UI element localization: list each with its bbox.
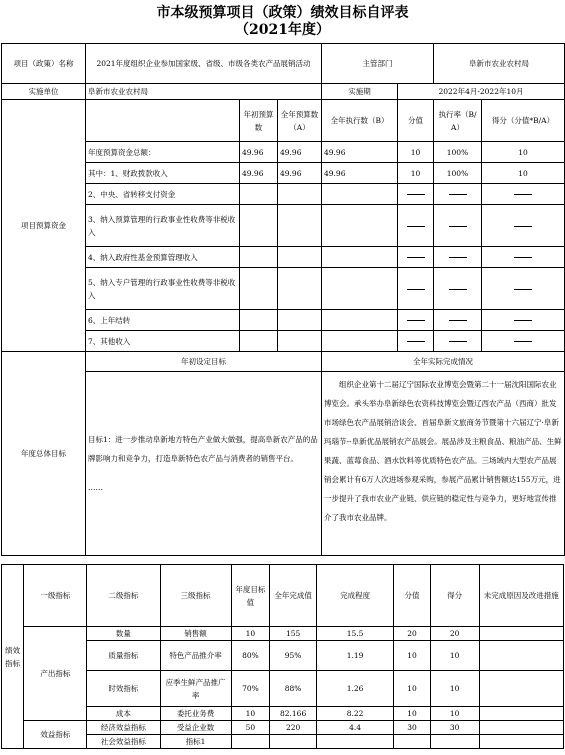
funds-header-blank	[86, 100, 240, 142]
ind-actual: 220	[270, 721, 317, 735]
funds-row-label: 年度预算资金总额：	[86, 142, 240, 163]
ind-l2: 质量指标	[87, 641, 160, 671]
goals-set-body: 目标1：进一步推动阜新地方特色产业做大做强，提高阜新农产品的品牌影响力和竞争力，打造阜新特色农产品与消费者的销售平台。	[88, 435, 318, 463]
dash	[398, 205, 434, 247]
dash	[482, 205, 565, 247]
goals-set-text	[86, 372, 322, 556]
funds-label: 项目预算资金	[2, 100, 86, 352]
dept-label: 主管部门	[322, 44, 434, 84]
ind-actual: 95%	[270, 641, 317, 671]
dash	[434, 184, 482, 205]
funds-row-label: 7、其他收入	[86, 331, 240, 352]
funds-row-label: 5、纳入专户管理的行政事业性收费等非税收入	[86, 268, 240, 310]
ind-progress: 8.22	[316, 707, 393, 721]
ind-reason	[479, 721, 563, 735]
ind-got: 30	[430, 721, 479, 735]
header-l3: 三级指标	[160, 565, 231, 627]
ind-l3: 受益企业数	[160, 721, 231, 735]
ind-l3: 委托业务费	[160, 707, 231, 721]
period-label: 实施期	[322, 84, 398, 100]
ind-progress: 1.26	[316, 671, 393, 707]
dash	[398, 268, 434, 310]
ind-target: 50	[231, 721, 270, 735]
funds-row-label: 其中：1、财政拨款收入	[86, 163, 240, 184]
ind-target: 10	[231, 627, 270, 641]
ind-got: 10	[430, 641, 479, 671]
funds-row-full: 49.96	[278, 142, 322, 163]
ind-reason	[479, 671, 563, 707]
ind-l3: 指标1	[160, 735, 231, 749]
header-reason: 未完成原因及改进措施	[479, 565, 563, 627]
period-value: 2022年4月-2022年10月	[398, 84, 565, 100]
goals-set-more: ……	[88, 483, 103, 492]
header-rate: 执行率（B/A）	[434, 100, 482, 142]
ind-target: 10	[231, 707, 270, 721]
ind-l2: 社会效益指标	[87, 735, 160, 749]
ind-target	[231, 735, 270, 749]
ind-score: 10	[394, 707, 431, 721]
ind-got: 20	[430, 627, 479, 641]
header-score: 分值	[394, 565, 431, 627]
funds-row-score: 10	[398, 163, 434, 184]
dash	[434, 331, 482, 352]
header-full-year: 全年预算数（A）	[278, 100, 322, 142]
funds-row-got: 10	[482, 142, 565, 163]
output-label: 产出指标	[24, 627, 87, 721]
funds-row-score: 10	[398, 142, 434, 163]
impl-value: 阜新市农业农村局	[86, 84, 322, 100]
project-name: 2021年度组织企业参加国家级、省级、市级各类农产品展销活动	[86, 44, 322, 84]
indicators-table	[1, 564, 564, 749]
dash	[398, 247, 434, 268]
funds-row-initial: 49.96	[240, 142, 278, 163]
dash	[398, 331, 434, 352]
ind-reason	[479, 707, 563, 721]
ind-l2: 数量	[87, 627, 160, 641]
dash	[482, 310, 565, 331]
funds-row-got: 10	[482, 163, 565, 184]
ind-reason	[479, 627, 563, 641]
indicators-side-label: 绩效指标	[2, 565, 24, 749]
header-score: 分值	[398, 100, 434, 142]
dash	[482, 184, 565, 205]
dash	[398, 184, 434, 205]
dash	[434, 205, 482, 247]
ind-l2: 经济效益指标	[87, 721, 160, 735]
funds-row-exec: 49.96	[322, 163, 398, 184]
ind-l3: 销售额	[160, 627, 231, 641]
dept-value: 阜新市农业农村局	[434, 44, 565, 84]
ind-actual: 88%	[270, 671, 317, 707]
dash	[482, 247, 565, 268]
project-name-label: 项目（政策）名称	[2, 44, 86, 84]
ind-actual: 155	[270, 627, 317, 641]
funds-row-label: 2、中央、省转移支付资金	[86, 184, 240, 205]
page-subtitle: （2021年度）	[235, 22, 330, 38]
ind-progress: 1.19	[316, 641, 393, 671]
goals-set-label: 年初设定目标	[86, 352, 322, 372]
goals-label: 年度总体目标	[2, 352, 86, 556]
ind-score: 30	[394, 721, 431, 735]
ind-actual: 82.166	[270, 707, 317, 721]
ind-got	[430, 735, 479, 749]
funds-row-label: 6、上年结转	[86, 310, 240, 331]
header-actual: 全年完成值	[270, 565, 317, 627]
ind-l3: 应季生鲜产品推广率	[160, 671, 231, 707]
ind-target: 70%	[231, 671, 270, 707]
dash	[482, 331, 565, 352]
benefit-label: 效益指标	[24, 721, 87, 749]
ind-got: 10	[430, 671, 479, 707]
dash	[398, 310, 434, 331]
ind-progress: 15.5	[316, 627, 393, 641]
ind-l2: 成本	[87, 707, 160, 721]
budget-table	[1, 43, 565, 556]
ind-target: 80%	[231, 641, 270, 671]
ind-progress	[316, 735, 393, 749]
ind-l3: 特色产品推介率	[160, 641, 231, 671]
header-got: 得分（分值*B/A）	[482, 100, 565, 142]
funds-row-label: 4、纳入政府性基金预算管理收入	[86, 247, 240, 268]
header-progress: 完成程度	[316, 565, 393, 627]
page-title: 市本级预算项目（政策）绩效目标自评表	[156, 5, 409, 21]
dash	[434, 268, 482, 310]
ind-score: 10	[394, 641, 431, 671]
ind-progress: 4.4	[316, 721, 393, 735]
funds-row-initial: 49.96	[240, 163, 278, 184]
header-executed: 全年执行数（B）	[322, 100, 398, 142]
ind-reason	[479, 735, 563, 749]
header-initial: 年初预算数	[240, 100, 278, 142]
funds-row-rate: 100%	[434, 163, 482, 184]
funds-row-label: 3、纳入预算管理的行政事业性收费等非税收入	[86, 205, 240, 247]
funds-row-exec: 49.96	[322, 142, 398, 163]
impl-label: 实施单位	[2, 84, 86, 100]
dash	[482, 268, 565, 310]
ind-score: 20	[394, 627, 431, 641]
goals-done-label: 全年实际完成情况	[322, 352, 565, 372]
ind-reason	[479, 641, 563, 671]
goals-done-text: 组织企业第十二届辽宁国际农业博览会暨第二十一届沈阳国际农业博览会。承头举办阜新绿色农资科技博览会暨辽西农产品（西商）批发市场绿色农产品展销洽谈会、首届阜新文旅商务节暨第十六届辽宁·阜新玛瑙节--阜新优品展销农产品展会。展品涉及主粮食品、粮油产品、生鲜果蔬、蓝莓食品、酒水饮料等优质特色农产品。三场域内大型农产品展销会累计有6万人次进场参观采购，参展产品累计销售额达155万元，进一步提升了我市农业产业链、供应链的稳定性与竞争力，更好地宣传推介了我市农业品牌。	[322, 372, 565, 556]
header-l2: 二级指标	[87, 565, 160, 627]
ind-got: 10	[430, 707, 479, 721]
header-got: 得分	[430, 565, 479, 627]
ind-score: 10	[394, 671, 431, 707]
ind-actual	[270, 735, 317, 749]
header-l1: 一级指标	[24, 565, 87, 627]
header-target: 年度目标值	[231, 565, 270, 627]
dash	[434, 310, 482, 331]
ind-score	[394, 735, 431, 749]
ind-l2: 时效指标	[87, 671, 160, 707]
dash	[434, 247, 482, 268]
funds-row-full: 49.96	[278, 163, 322, 184]
funds-row-rate: 100%	[434, 142, 482, 163]
